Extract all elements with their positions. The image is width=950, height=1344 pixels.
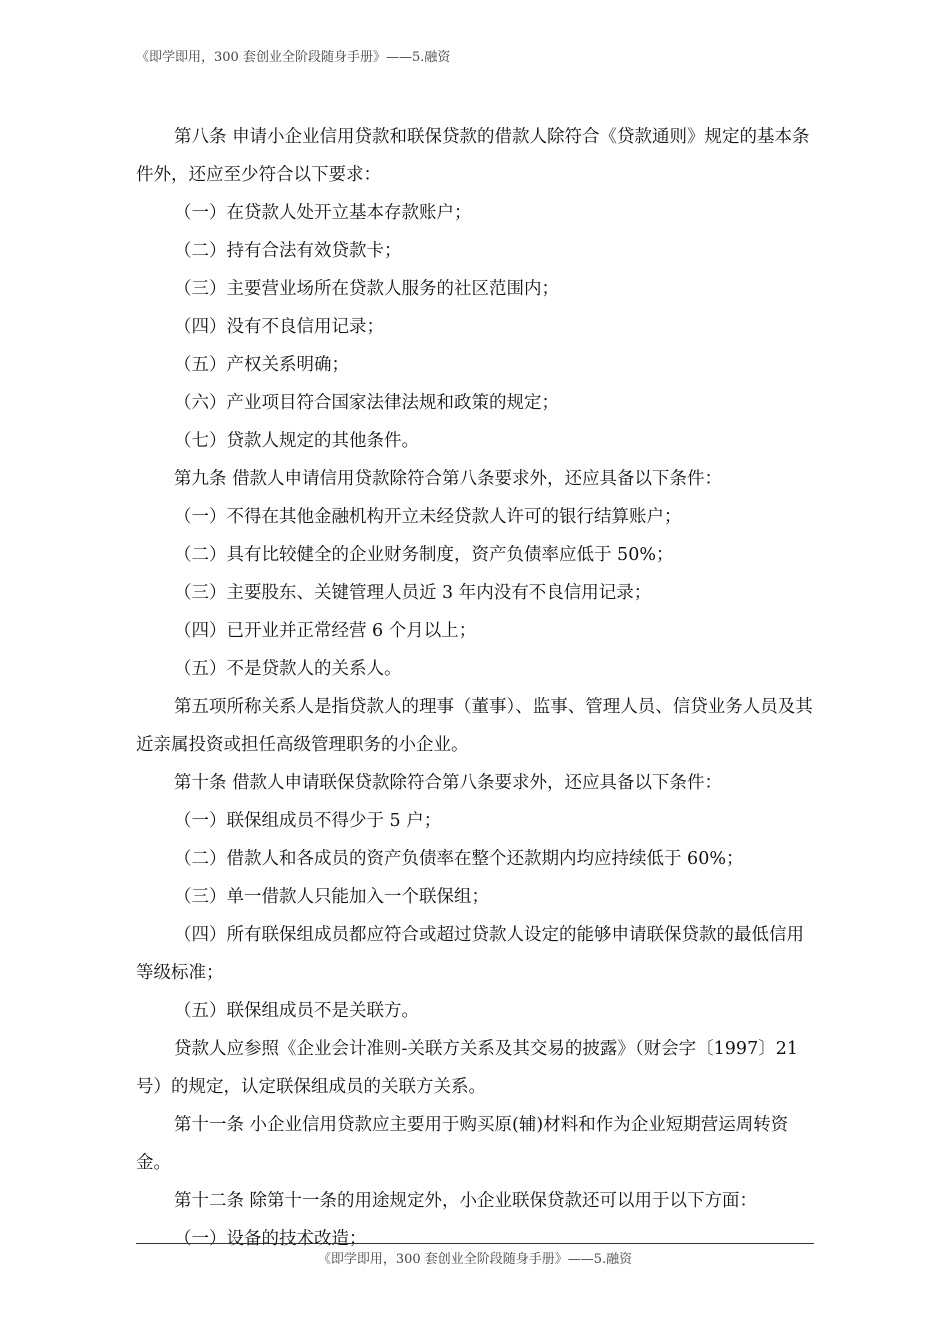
article-9-paragraph: 第九条 借款人申请信用贷款除符合第八条要求外，还应具备以下条件： xyxy=(174,469,723,489)
page-header: 《即学即用，300 套创业全阶段随身手册》——5.融资 xyxy=(136,50,451,65)
article-12-paragraph: 第十二条 除第十一条的用途规定外，小企业联保贷款还可以用于以下方面： xyxy=(174,1191,758,1211)
list-item: （三）单一借款人只能加入一个联保组； xyxy=(174,887,489,907)
list-item: （二）持有合法有效贷款卡； xyxy=(174,241,402,261)
list-item: （二）借款人和各成员的资产负债率在整个还款期内均应持续低于 60%； xyxy=(174,849,744,869)
related-party-definition: 第五项所称关系人是指贷款人的理事（董事）、监事、管理人员、信贷业务人员及其近亲属投资或担任高级管理职务的小企业。 xyxy=(136,697,813,755)
list-item: （七）贷款人规定的其他条件。 xyxy=(174,431,419,451)
list-item: （一）设备的技术改造； xyxy=(174,1229,367,1249)
article-11-paragraph: 第十一条 小企业信用贷款应主要用于购买原(辅)材料和作为企业短期营运周转资金。 xyxy=(136,1115,789,1173)
footer-divider xyxy=(136,1243,814,1244)
list-item: （三）主要股东、关键管理人员近 3 年内没有不良信用记录； xyxy=(174,583,652,603)
document-body xyxy=(136,118,816,1258)
list-item: （五）不是贷款人的关系人。 xyxy=(174,659,402,679)
list-item: （四）没有不良信用记录； xyxy=(174,317,384,337)
list-item: （五）产权关系明确； xyxy=(174,355,349,375)
list-item: （四）已开业并正常经营 6 个月以上； xyxy=(174,621,477,641)
list-item: （一）不得在其他金融机构开立未经贷款人许可的银行结算账户； xyxy=(174,507,682,527)
list-item: （二）具有比较健全的企业财务制度，资产负债率应低于 50%； xyxy=(174,545,674,565)
page-footer: 《即学即用，300 套创业全阶段随身手册》——5.融资 xyxy=(317,1252,633,1267)
list-item: （一）联保组成员不得少于 5 户； xyxy=(174,811,442,831)
list-item: （一）在贷款人处开立基本存款账户； xyxy=(174,203,472,223)
list-item: （五）联保组成员不是关联方。 xyxy=(174,1001,419,1021)
accounting-standard-paragraph: 贷款人应参照《企业会计准则-关联方关系及其交易的披露》（财会字〔1997〕21 号）的规定，认定联保组成员的关联方关系。 xyxy=(136,1039,798,1097)
list-item: （三）主要营业场所在贷款人服务的社区范围内； xyxy=(174,279,559,299)
article-8-paragraph: 第八条 申请小企业信用贷款和联保贷款的借款人除符合《贷款通则》规定的基本条件外，还应至少符合以下要求： xyxy=(136,127,810,185)
list-item: （四）所有联保组成员都应符合或超过贷款人设定的能够申请联保贷款的最低信用等级标准； xyxy=(136,925,804,983)
list-item: （六）产业项目符合国家法律法规和政策的规定； xyxy=(174,393,559,413)
article-10-paragraph: 第十条 借款人申请联保贷款除符合第八条要求外，还应具备以下条件： xyxy=(174,773,723,793)
